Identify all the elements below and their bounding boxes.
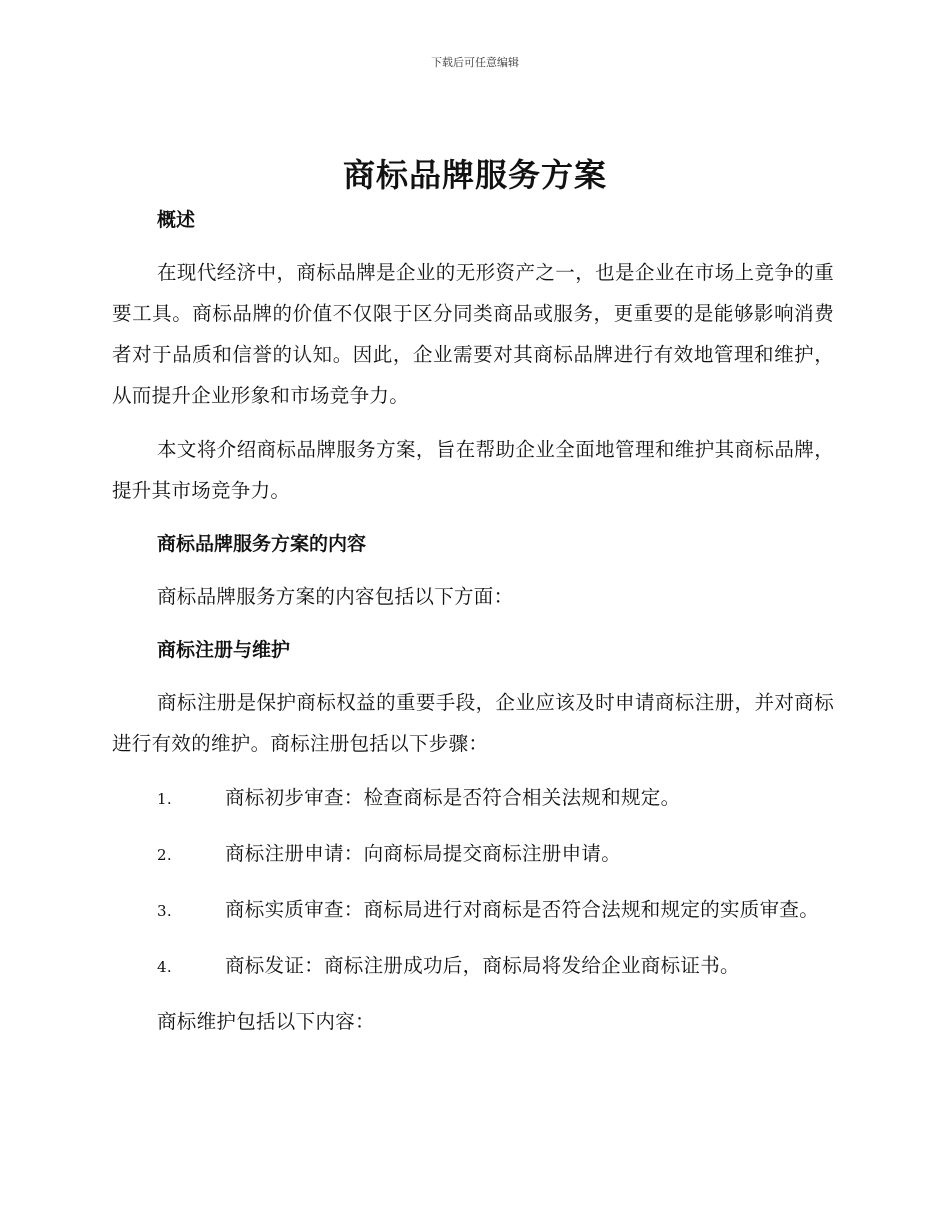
list-text: 商标实质审查：商标局进行对商标是否符合法规和规定的实质审查。 xyxy=(225,898,820,921)
list-number: 2. xyxy=(157,846,172,864)
list-text: 商标发证：商标注册成功后，商标局将发给企业商标证书。 xyxy=(225,954,740,977)
list-text: 商标注册申请：向商标局提交商标注册申请。 xyxy=(225,842,622,865)
list-item-step-1 xyxy=(112,777,834,820)
paragraph-overview-1: 在现代经济中，商标品牌是企业的无形资产之一，也是企业在市场上竞争的重要工具。商标品牌的价值不仅限于区分同类商品或服务，更重要的是能够影响消费者对于品质和信誉的认知。因此，企业需要对其商标品牌进行有效地管理和维护，从而提升企业形象和市场竞争力。 xyxy=(112,261,834,407)
list-number: 4. xyxy=(157,958,172,976)
section-heading-content: 商标品牌服务方案的内容 xyxy=(157,533,367,555)
paragraph-overview-2: 本文将介绍商标品牌服务方案，旨在帮助企业全面地管理和维护其商标品牌，提升其市场竞争力。 xyxy=(112,438,834,502)
list-text: 商标初步审查：检查商标是否符合相关法规和规定。 xyxy=(225,786,681,809)
section-heading-registration: 商标注册与维护 xyxy=(157,639,291,661)
page-header-note: 下载后可任意编辑 xyxy=(431,56,519,69)
section-heading-overview: 概述 xyxy=(157,209,196,231)
document-title: 商标品牌服务方案 xyxy=(342,156,607,194)
list-item-step-2 xyxy=(112,833,834,876)
list-number: 3. xyxy=(157,902,172,920)
paragraph-content-1: 商标品牌服务方案的内容包括以下方面： xyxy=(157,585,514,608)
paragraph-maintenance-1: 商标维护包括以下内容： xyxy=(157,1010,375,1033)
paragraph-registration-1: 商标注册是保护商标权益的重要手段，企业应该及时申请商标注册，并对商标进行有效的维护。商标注册包括以下步骤： xyxy=(112,691,834,755)
list-number: 1. xyxy=(157,790,172,808)
list-item-step-3 xyxy=(112,889,834,932)
document-body xyxy=(112,200,834,1055)
list-item-step-4 xyxy=(112,945,834,988)
